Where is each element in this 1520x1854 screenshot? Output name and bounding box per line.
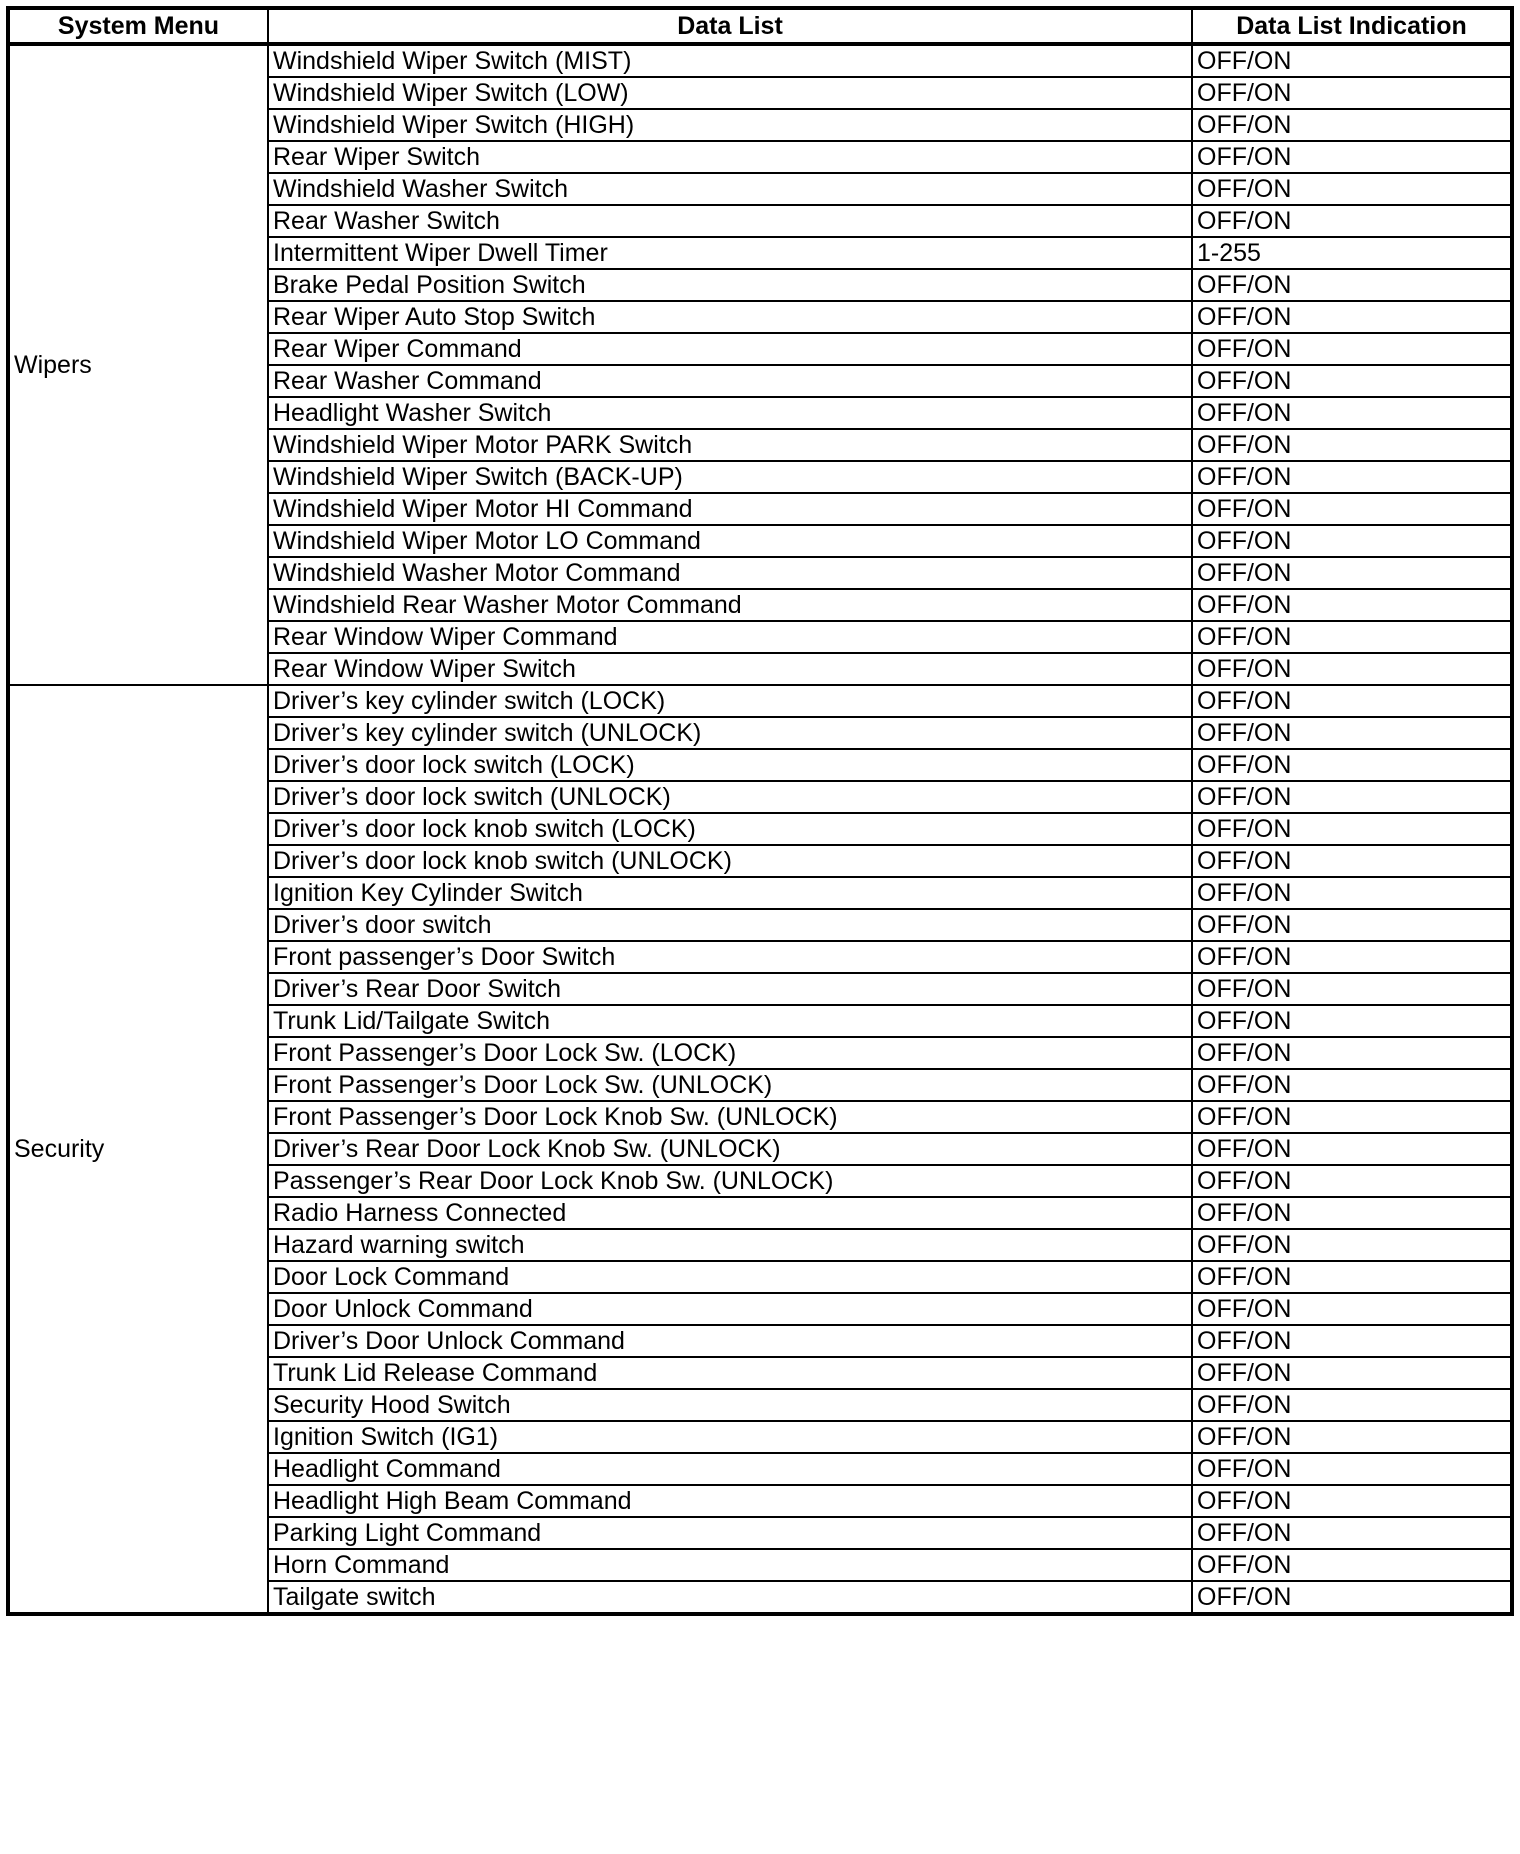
data-list-indication-cell: OFF/ON [1192, 1389, 1512, 1421]
data-list-item-cell: Horn Command [268, 1549, 1192, 1581]
data-list-indication-cell: OFF/ON [1192, 109, 1512, 141]
data-list-indication-cell: OFF/ON [1192, 365, 1512, 397]
data-list-indication-cell: OFF/ON [1192, 941, 1512, 973]
data-list-table [6, 6, 1514, 1616]
data-list-indication-cell: OFF/ON [1192, 973, 1512, 1005]
data-list-item-cell: Headlight Command [268, 1453, 1192, 1485]
data-list-indication-cell: OFF/ON [1192, 525, 1512, 557]
data-list-indication-cell: OFF/ON [1192, 1453, 1512, 1485]
data-list-indication-cell: OFF/ON [1192, 749, 1512, 781]
data-list-indication-cell: 1-255 [1192, 237, 1512, 269]
data-list-indication-cell: OFF/ON [1192, 1421, 1512, 1453]
data-list-indication-cell: OFF/ON [1192, 877, 1512, 909]
data-list-indication-cell: OFF/ON [1192, 845, 1512, 877]
data-list-indication-cell: OFF/ON [1192, 717, 1512, 749]
data-list-item-cell: Driver’s Door Unlock Command [268, 1325, 1192, 1357]
data-list-item-cell: Windshield Rear Washer Motor Command [268, 589, 1192, 621]
data-list-indication-cell: OFF/ON [1192, 813, 1512, 845]
table-body [8, 44, 1512, 1614]
data-list-indication-cell: OFF/ON [1192, 653, 1512, 685]
data-list-item-cell: Rear Window Wiper Command [268, 621, 1192, 653]
data-list-indication-cell: OFF/ON [1192, 1133, 1512, 1165]
data-list-indication-cell: OFF/ON [1192, 1261, 1512, 1293]
data-list-item-cell: Rear Washer Switch [268, 205, 1192, 237]
data-list-item-cell: Ignition Switch (IG1) [268, 1421, 1192, 1453]
data-list-item-cell: Windshield Wiper Motor HI Command [268, 493, 1192, 525]
system-menu-cell-security: Security [8, 685, 268, 1614]
data-list-indication-cell: OFF/ON [1192, 1357, 1512, 1389]
data-list-item-cell: Headlight Washer Switch [268, 397, 1192, 429]
data-list-indication-cell: OFF/ON [1192, 781, 1512, 813]
data-list-indication-cell: OFF/ON [1192, 1005, 1512, 1037]
data-list-item-cell: Driver’s Rear Door Lock Knob Sw. (UNLOCK) [268, 1133, 1192, 1165]
data-list-item-cell: Ignition Key Cylinder Switch [268, 877, 1192, 909]
data-list-indication-cell: OFF/ON [1192, 557, 1512, 589]
data-list-item-cell: Trunk Lid Release Command [268, 1357, 1192, 1389]
data-list-item-cell: Rear Wiper Command [268, 333, 1192, 365]
data-list-indication-cell: OFF/ON [1192, 493, 1512, 525]
data-list-item-cell: Door Lock Command [268, 1261, 1192, 1293]
data-list-indication-cell: OFF/ON [1192, 301, 1512, 333]
data-list-item-cell: Driver’s door lock knob switch (UNLOCK) [268, 845, 1192, 877]
data-list-indication-cell: OFF/ON [1192, 1165, 1512, 1197]
data-list-item-cell: Windshield Wiper Switch (MIST) [268, 44, 1192, 77]
header-data-list: Data List [268, 8, 1192, 44]
data-list-item-cell: Driver’s door lock switch (UNLOCK) [268, 781, 1192, 813]
data-list-item-cell: Windshield Wiper Switch (HIGH) [268, 109, 1192, 141]
data-list-indication-cell: OFF/ON [1192, 429, 1512, 461]
header-data-list-indication: Data List Indication [1192, 8, 1512, 44]
data-list-indication-cell: OFF/ON [1192, 1325, 1512, 1357]
data-list-item-cell: Driver’s Rear Door Switch [268, 973, 1192, 1005]
data-list-indication-cell: OFF/ON [1192, 1549, 1512, 1581]
data-list-item-cell: Windshield Wiper Motor LO Command [268, 525, 1192, 557]
data-list-item-cell: Front Passenger’s Door Lock Sw. (LOCK) [268, 1037, 1192, 1069]
data-list-indication-cell: OFF/ON [1192, 461, 1512, 493]
header-system-menu: System Menu [8, 8, 268, 44]
data-list-item-cell: Intermittent Wiper Dwell Timer [268, 237, 1192, 269]
data-list-item-cell: Headlight High Beam Command [268, 1485, 1192, 1517]
data-list-item-cell: Front Passenger’s Door Lock Sw. (UNLOCK) [268, 1069, 1192, 1101]
data-list-item-cell: Driver’s key cylinder switch (LOCK) [268, 685, 1192, 717]
system-menu-cell-wipers: Wipers [8, 44, 268, 685]
data-list-item-cell: Radio Harness Connected [268, 1197, 1192, 1229]
data-list-item-cell: Parking Light Command [268, 1517, 1192, 1549]
data-list-item-cell: Windshield Washer Motor Command [268, 557, 1192, 589]
data-list-indication-cell: OFF/ON [1192, 333, 1512, 365]
data-list-indication-cell: OFF/ON [1192, 1293, 1512, 1325]
data-list-indication-cell: OFF/ON [1192, 685, 1512, 717]
data-list-indication-cell: OFF/ON [1192, 77, 1512, 109]
data-list-table-container [6, 6, 1514, 1616]
data-list-item-cell: Rear Wiper Switch [268, 141, 1192, 173]
data-list-item-cell: Rear Wiper Auto Stop Switch [268, 301, 1192, 333]
data-list-indication-cell: OFF/ON [1192, 589, 1512, 621]
data-list-indication-cell: OFF/ON [1192, 269, 1512, 301]
data-list-item-cell: Security Hood Switch [268, 1389, 1192, 1421]
data-list-item-cell: Windshield Washer Switch [268, 173, 1192, 205]
data-list-indication-cell: OFF/ON [1192, 173, 1512, 205]
table-row [8, 685, 1512, 717]
data-list-item-cell: Windshield Wiper Motor PARK Switch [268, 429, 1192, 461]
data-list-indication-cell: OFF/ON [1192, 205, 1512, 237]
data-list-item-cell: Windshield Wiper Switch (BACK-UP) [268, 461, 1192, 493]
data-list-indication-cell: OFF/ON [1192, 1517, 1512, 1549]
data-list-item-cell: Driver’s door lock knob switch (LOCK) [268, 813, 1192, 845]
data-list-item-cell: Door Unlock Command [268, 1293, 1192, 1325]
table-header-row [8, 8, 1512, 44]
data-list-item-cell: Windshield Wiper Switch (LOW) [268, 77, 1192, 109]
data-list-indication-cell: OFF/ON [1192, 1485, 1512, 1517]
data-list-item-cell: Passenger’s Rear Door Lock Knob Sw. (UNLOCK) [268, 1165, 1192, 1197]
data-list-item-cell: Driver’s door switch [268, 909, 1192, 941]
data-list-item-cell: Brake Pedal Position Switch [268, 269, 1192, 301]
data-list-indication-cell: OFF/ON [1192, 1069, 1512, 1101]
data-list-indication-cell: OFF/ON [1192, 1581, 1512, 1614]
data-list-indication-cell: OFF/ON [1192, 397, 1512, 429]
data-list-item-cell: Tailgate switch [268, 1581, 1192, 1614]
data-list-item-cell: Front passenger’s Door Switch [268, 941, 1192, 973]
data-list-indication-cell: OFF/ON [1192, 621, 1512, 653]
data-list-item-cell: Driver’s key cylinder switch (UNLOCK) [268, 717, 1192, 749]
data-list-indication-cell: OFF/ON [1192, 44, 1512, 77]
data-list-indication-cell: OFF/ON [1192, 141, 1512, 173]
data-list-indication-cell: OFF/ON [1192, 1229, 1512, 1261]
data-list-indication-cell: OFF/ON [1192, 1101, 1512, 1133]
data-list-indication-cell: OFF/ON [1192, 1037, 1512, 1069]
table-row [8, 44, 1512, 77]
data-list-item-cell: Driver’s door lock switch (LOCK) [268, 749, 1192, 781]
data-list-item-cell: Trunk Lid/Tailgate Switch [268, 1005, 1192, 1037]
data-list-item-cell: Rear Window Wiper Switch [268, 653, 1192, 685]
data-list-item-cell: Hazard warning switch [268, 1229, 1192, 1261]
data-list-item-cell: Front Passenger’s Door Lock Knob Sw. (UNLOCK) [268, 1101, 1192, 1133]
data-list-indication-cell: OFF/ON [1192, 1197, 1512, 1229]
data-list-item-cell: Rear Washer Command [268, 365, 1192, 397]
data-list-indication-cell: OFF/ON [1192, 909, 1512, 941]
